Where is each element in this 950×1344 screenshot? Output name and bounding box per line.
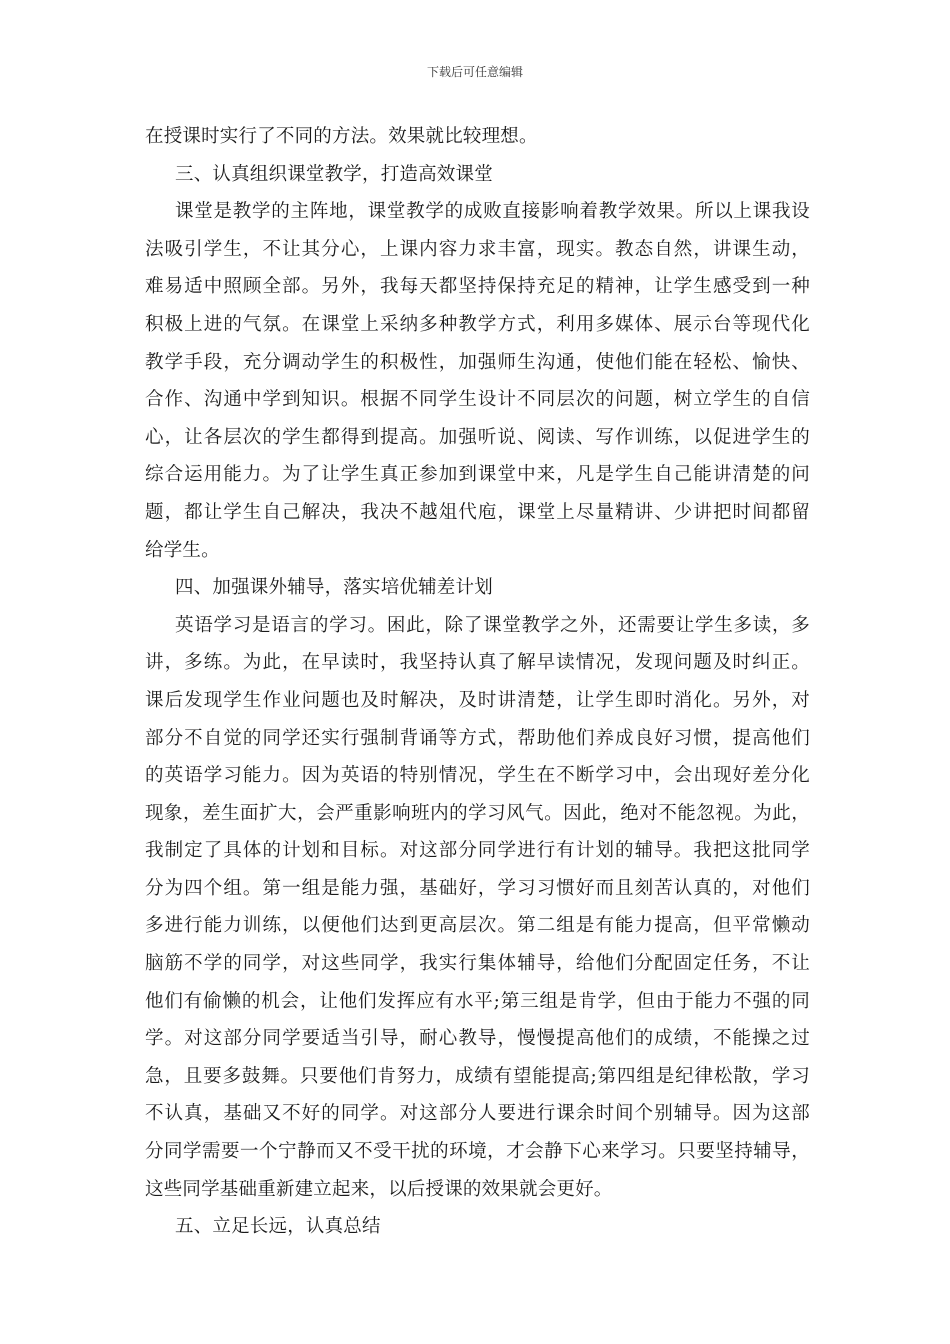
paragraph-line: 法吸引学生，不让其分心，上课内容力求丰富，现实。教态自然，讲课生动， [145,238,810,260]
paragraph-line: 不认真，基础又不好的同学。对这部分人要进行课余时间个别辅导。因为这部 [145,1103,810,1125]
section-heading: 四、加强课外辅导，落实培优辅差计划 [175,577,493,599]
paragraph-line: 课堂是教学的主阵地，课堂教学的成败直接影响着教学效果。所以上课我设 [175,201,810,223]
paragraph-line: 现象，差生面扩大，会严重影响班内的学习风气。因此，绝对不能忽视。为此， [145,802,810,824]
paragraph-line: 急，且要多鼓舞。只要他们肯努力，成绩有望能提高;第四组是纪律松散，学习 [145,1065,810,1087]
paragraph-line: 分同学需要一个宁静而又不受干扰的环境，才会静下心来学习。只要坚持辅导， [145,1141,810,1163]
paragraph-line: 脑筋不学的同学，对这些同学，我实行集体辅导，给他们分配固定任务，不让 [145,953,810,975]
paragraph-line: 学。对这部分同学要适当引导，耐心教导，慢慢提高他们的成绩，不能操之过 [145,1028,810,1050]
paragraph-line: 分为四个组。第一组是能力强，基础好，学习习惯好而且刻苦认真的，对他们 [145,877,810,899]
paragraph-line: 综合运用能力。为了让学生真正参加到课堂中来，凡是学生自己能讲清楚的问 [145,464,810,486]
document-body [145,118,810,1246]
paragraph-line: 多进行能力训练，以便他们达到更高层次。第二组是有能力提高，但平常懒动 [145,915,810,937]
paragraph-line: 给学生。 [145,539,220,561]
paragraph-line: 积极上进的气氛。在课堂上采纳多种教学方式，利用多媒体、展示台等现代化 [145,313,810,335]
paragraph-line: 讲，多练。为此，在早读时，我坚持认真了解早读情况，发现问题及时纠正。 [145,652,810,674]
page-header: 下载后可任意编辑 [426,65,523,79]
paragraph-line: 部分不自觉的同学还实行强制背诵等方式，帮助他们养成良好习惯，提高他们 [145,727,810,749]
paragraph-line: 课后发现学生作业问题也及时解决，及时讲清楚，让学生即时消化。另外，对 [145,689,810,711]
paragraph-line: 这些同学基础重新建立起来，以后授课的效果就会更好。 [145,1178,613,1200]
paragraph-line: 合作、沟通中学到知识。根据不同学生设计不同层次的问题，树立学生的自信 [145,389,810,411]
paragraph-line: 的英语学习能力。因为英语的特别情况，学生在不断学习中，会出现好差分化 [145,765,810,787]
paragraph-line: 题，都让学生自己解决，我决不越俎代庖，课堂上尽量精讲、少讲把时间都留 [145,501,810,523]
paragraph-line: 教学手段，充分调动学生的积极性，加强师生沟通，使他们能在轻松、愉快、 [145,351,810,373]
paragraph-line: 心，让各层次的学生都得到提高。加强听说、阅读、写作训练，以促进学生的 [145,426,810,448]
paragraph-line: 他们有偷懒的机会，让他们发挥应有水平;第三组是肯学，但由于能力不强的同 [145,990,810,1012]
paragraph-line: 英语学习是语言的学习。困此，除了课堂教学之外，还需要让学生多读，多 [175,614,810,636]
section-heading: 五、立足长远，认真总结 [175,1216,381,1238]
paragraph-line: 在授课时实行了不同的方法。效果就比较理想。 [145,126,538,147]
paragraph-line: 难易适中照顾全部。另外，我每天都坚持保持充足的精神，让学生感受到一种 [145,276,810,298]
paragraph-line: 我制定了具体的计划和目标。对这部分同学进行有计划的辅导。我把这批同学 [145,840,810,862]
section-heading: 三、认真组织课堂教学，打造高效课堂 [175,163,493,185]
